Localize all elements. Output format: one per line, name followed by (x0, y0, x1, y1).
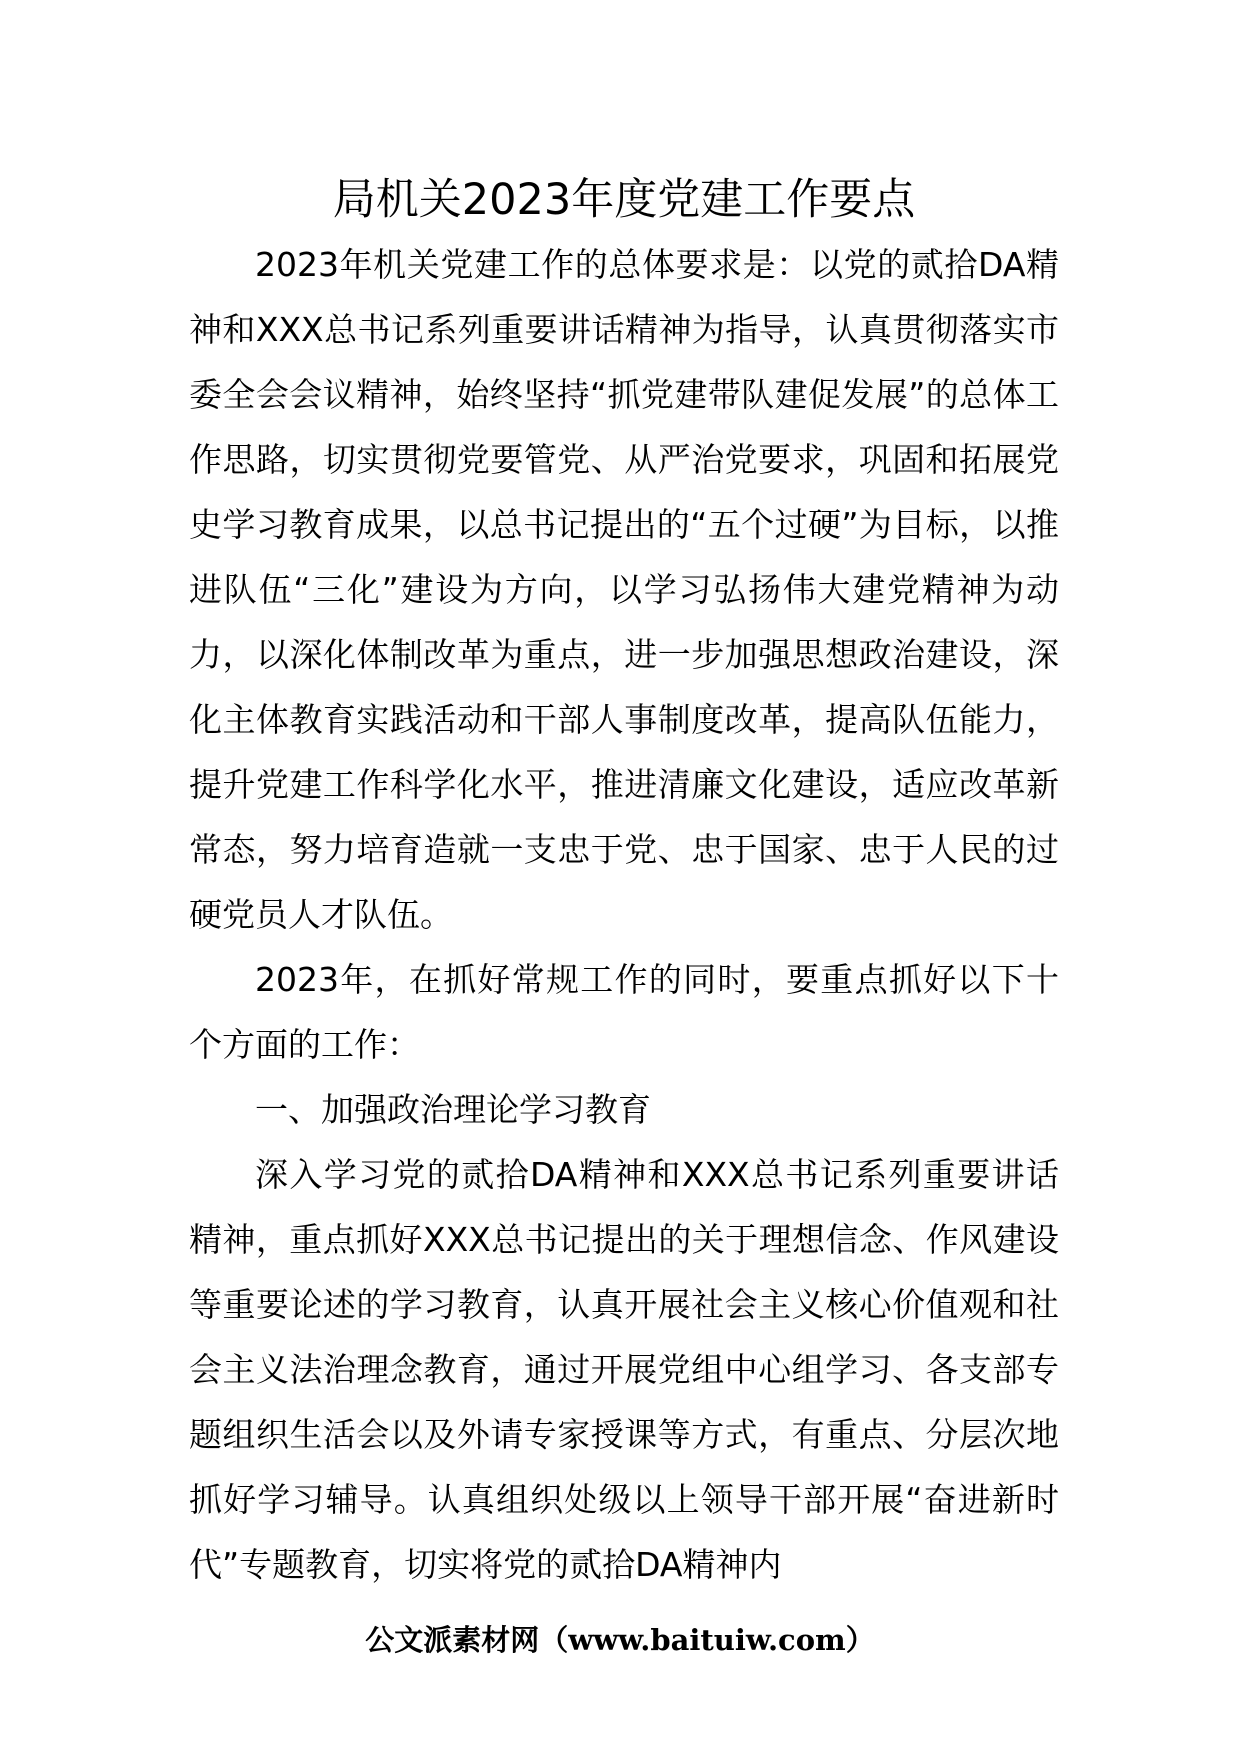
document-title: 局机关2023年度党建工作要点 (332, 175, 916, 225)
document-page (189, 168, 1059, 1597)
intro-paragraph: 2023年机关党建工作的总体要求是：以党的贰拾DA精神和XXX总书记系列重要讲话精神为指导，认真贯彻落实市委全会会议精神，始终坚持“抓党建带队建促发展”的总体工作思路，切实贯彻党要管党、从严治党要求，巩固和拓展党史学习教育成果，以总书记提出的“五个过硬”为目标，以推进队伍“三化”建设为方向，以学习弘扬伟大建党精神为动力，以深化体制改革为重点，进一步加强思想政治建设，深化主体教育实践活动和干部人事制度改革，提高队伍能力，提升党建工作科学化水平，推进清廉文化建设，适应改革新常态，努力培育造就一支忠于党、忠于国家、忠于人民的过硬党员人才队伍。 (189, 245, 1059, 934)
section-heading: 一、加强政治理论学习教育 (255, 1090, 651, 1129)
section-paragraph: 深入学习党的贰拾DA精神和XXX总书记系列重要讲话精神，重点抓好XXX总书记提出的关于理想信念、作风建设等重要论述的学习教育，认真开展社会主义核心价值观和社会主义法治理念教育，通过开展党组中心组学习、各支部专题组织生活会以及外请专家授课等方式，有重点、分层次地抓好学习辅导。认真组织处级以上领导干部开展“奋进新时代”专题教育，切实将党的贰拾DA精神内 (189, 1155, 1059, 1584)
footer-watermark: 公文派素材网（www.baituiw.com） (365, 1623, 875, 1657)
summary-paragraph: 2023年，在抓好常规工作的同时，要重点抓好以下十个方面的工作： (189, 960, 1059, 1064)
